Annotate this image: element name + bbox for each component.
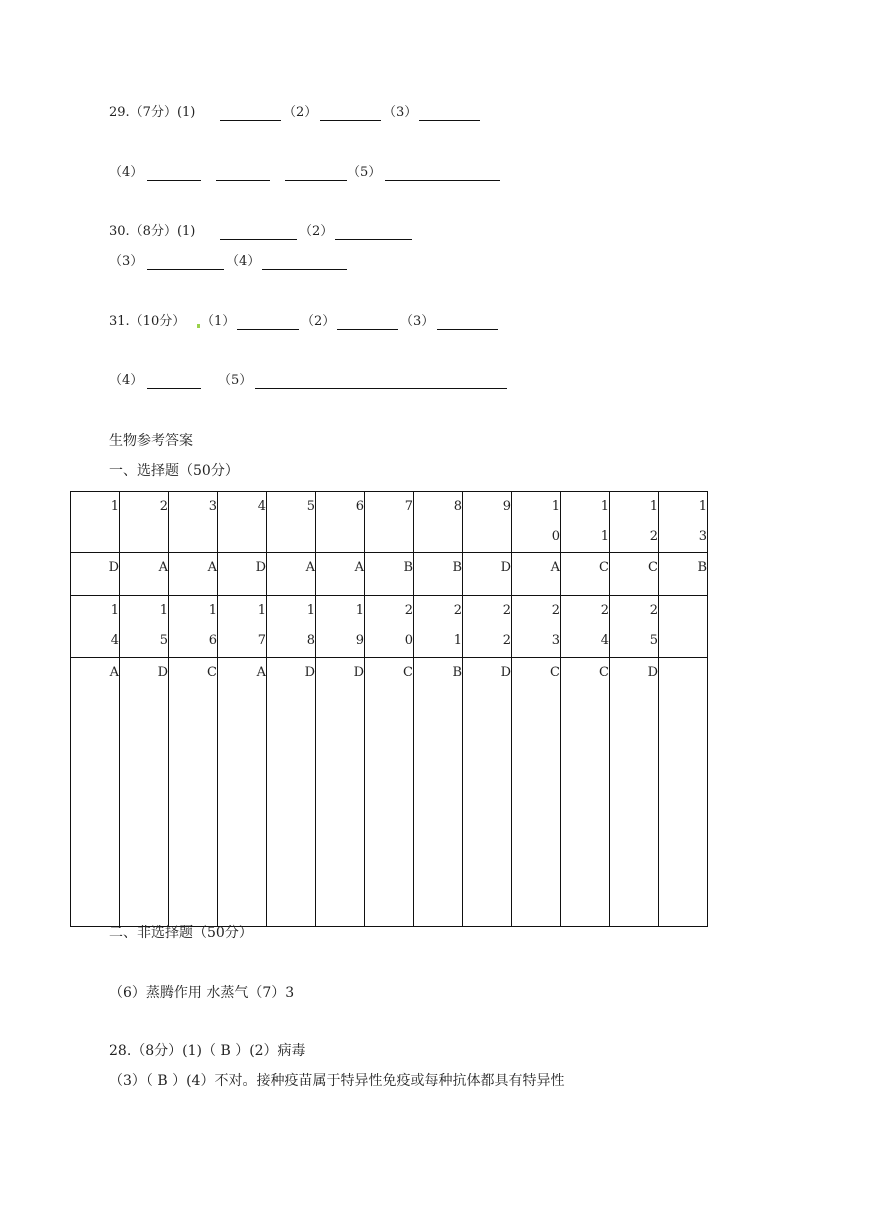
- table-cell: [659, 553, 708, 596]
- table-row: [71, 553, 708, 596]
- cell-text: 0: [404, 633, 413, 648]
- cell-text: B: [403, 560, 413, 575]
- q29-blank-3[interactable]: [419, 120, 480, 121]
- answer-table: [70, 491, 708, 927]
- cell-text: C: [599, 560, 609, 575]
- table-cell: [659, 658, 708, 927]
- cell-text: 4: [257, 499, 266, 514]
- q29-blank-5[interactable]: [385, 180, 500, 181]
- section-1-title: 一、选择题（50分）: [109, 463, 239, 479]
- table-cell: [561, 553, 610, 596]
- cell-text: A: [354, 560, 364, 575]
- q30-blank-3[interactable]: [147, 269, 224, 270]
- table-cell: [561, 596, 610, 658]
- table-cell: [316, 658, 365, 927]
- table-cell: [610, 596, 659, 658]
- table-cell: [71, 553, 120, 596]
- q30-blank-2[interactable]: [335, 239, 412, 240]
- table-cell: [169, 553, 218, 596]
- cell-text: D: [108, 560, 119, 575]
- cell-text: 1: [551, 499, 560, 514]
- cell-text: 2: [453, 603, 462, 618]
- cell-text: 5: [159, 633, 168, 648]
- cell-text: B: [452, 665, 462, 680]
- cell-text: 9: [502, 499, 511, 514]
- cell-text: 2: [649, 603, 658, 618]
- table-cell: [71, 658, 120, 927]
- cell-text: 2: [551, 603, 560, 618]
- table-cell: [463, 658, 512, 927]
- table-cell: [316, 553, 365, 596]
- q31-part-3: （3）: [400, 314, 435, 329]
- q31-blank-3[interactable]: [437, 329, 498, 330]
- table-cell: [463, 492, 512, 553]
- cell-text: 5: [306, 499, 315, 514]
- q31-blank-5[interactable]: [255, 388, 507, 389]
- cell-text: 3: [208, 499, 217, 514]
- cell-text: 2: [502, 633, 511, 648]
- table-cell: [463, 596, 512, 658]
- cell-text: 2: [502, 603, 511, 618]
- table-cell: [512, 553, 561, 596]
- cell-text: 2: [649, 529, 658, 544]
- section-2-title: 二、非选择题（50分）: [109, 925, 253, 941]
- q29-label: 29.（7分）(1): [109, 105, 196, 120]
- cell-text: 6: [208, 633, 217, 648]
- table-cell: [610, 492, 659, 553]
- q30-blank-1[interactable]: [220, 239, 297, 240]
- q31-part-2: （2）: [301, 314, 336, 329]
- cell-text: A: [256, 665, 266, 680]
- cell-text: 0: [551, 529, 560, 544]
- q30-blank-4[interactable]: [262, 269, 347, 270]
- cell-text: D: [157, 665, 168, 680]
- cell-text: 1: [600, 529, 609, 544]
- cell-text: 1: [159, 603, 168, 618]
- table-cell: [218, 492, 267, 553]
- cell-text: 1: [257, 603, 266, 618]
- q30-label: 30.（8分）(1): [109, 224, 196, 239]
- cell-text: 5: [649, 633, 658, 648]
- table-cell: [71, 492, 120, 553]
- cell-text: A: [109, 665, 119, 680]
- q29-blank-4b[interactable]: [216, 180, 270, 181]
- table-cell: [120, 492, 169, 553]
- cell-text: 1: [110, 603, 119, 618]
- table-cell: [267, 492, 316, 553]
- cell-text: 1: [600, 499, 609, 514]
- table-cell: [218, 596, 267, 658]
- table-cell: [120, 553, 169, 596]
- cell-text: 1: [453, 633, 462, 648]
- q29-blank-2[interactable]: [320, 120, 381, 121]
- cell-text: D: [500, 665, 511, 680]
- table-cell: [267, 596, 316, 658]
- q29-blank-1[interactable]: [220, 120, 281, 121]
- cell-text: D: [304, 665, 315, 680]
- q29-part-2: （2）: [283, 105, 318, 120]
- cell-text: 8: [306, 633, 315, 648]
- q31-label: 31.（10分）: [109, 314, 186, 329]
- cell-text: C: [599, 665, 609, 680]
- cell-text: 1: [306, 603, 315, 618]
- q31-part-4: （4）: [109, 373, 144, 388]
- cell-text: 3: [698, 529, 707, 544]
- cell-text: C: [207, 665, 217, 680]
- table-cell: [120, 658, 169, 927]
- table-cell: [169, 658, 218, 927]
- cell-text: B: [697, 560, 707, 575]
- cell-text: 2: [159, 499, 168, 514]
- table-cell: [512, 492, 561, 553]
- table-cell: [414, 596, 463, 658]
- table-cell: [512, 658, 561, 927]
- table-row: [71, 596, 708, 658]
- table-cell: [463, 553, 512, 596]
- table-cell: [267, 658, 316, 927]
- cell-text: C: [550, 665, 560, 680]
- q31-blank-2[interactable]: [337, 329, 398, 330]
- table-cell: [365, 596, 414, 658]
- cell-text: 4: [110, 633, 119, 648]
- cell-text: C: [648, 560, 658, 575]
- q29-blank-4c[interactable]: [285, 180, 347, 181]
- q30-part-2: （2）: [299, 224, 334, 239]
- cell-text: 1: [649, 499, 658, 514]
- table-cell: [512, 596, 561, 658]
- table-row: [71, 658, 708, 927]
- cell-text: 1: [208, 603, 217, 618]
- table-cell: [267, 553, 316, 596]
- q30-part-4: （4）: [226, 254, 261, 269]
- table-cell: [316, 492, 365, 553]
- table-cell: [610, 553, 659, 596]
- q29-blank-4a[interactable]: [147, 180, 201, 181]
- cell-text: D: [647, 665, 658, 680]
- table-cell: [365, 492, 414, 553]
- table-cell: [561, 492, 610, 553]
- table-cell: [365, 658, 414, 927]
- cell-text: 2: [404, 603, 413, 618]
- cell-text: 1: [110, 499, 119, 514]
- table-cell: [169, 596, 218, 658]
- table-cell: [610, 658, 659, 927]
- table-cell: [414, 658, 463, 927]
- cell-text: 1: [698, 499, 707, 514]
- cell-text: A: [158, 560, 168, 575]
- table-cell: [218, 553, 267, 596]
- cell-text: A: [305, 560, 315, 575]
- cell-text: D: [255, 560, 266, 575]
- table-cell: [169, 492, 218, 553]
- cell-text: 1: [355, 603, 364, 618]
- cell-text: 7: [404, 499, 413, 514]
- table-cell: [316, 596, 365, 658]
- table-cell: [120, 596, 169, 658]
- q31-part-5: （5）: [218, 373, 253, 388]
- answer-q28-line1: 28.（8分）(1)（ B ）(2）病毒: [109, 1043, 306, 1059]
- table-cell: [414, 553, 463, 596]
- q31-blank-1[interactable]: [237, 329, 299, 330]
- q29-part-3: （3）: [383, 105, 418, 120]
- q29-part-5: （5）: [347, 165, 382, 180]
- answer-title: 生物参考答案: [109, 433, 193, 449]
- table-cell: [414, 492, 463, 553]
- table-row: [71, 492, 708, 553]
- table-cell: [218, 658, 267, 927]
- table-cell: [659, 492, 708, 553]
- cell-text: D: [353, 665, 364, 680]
- q31-part-1: （1）: [201, 314, 236, 329]
- table-cell: [365, 553, 414, 596]
- q29-part-4: （4）: [109, 165, 144, 180]
- cell-text: 3: [551, 633, 560, 648]
- table-cell: [659, 596, 708, 658]
- answer-q6-q7: （6）蒸腾作用 水蒸气（7）3: [109, 985, 295, 1001]
- cell-text: C: [403, 665, 413, 680]
- cell-text: 8: [453, 499, 462, 514]
- green-mark: [197, 324, 200, 328]
- cell-text: 9: [355, 633, 364, 648]
- table-cell: [561, 658, 610, 927]
- q31-blank-4[interactable]: [147, 388, 201, 389]
- cell-text: B: [452, 560, 462, 575]
- cell-text: 6: [355, 499, 364, 514]
- q30-part-3: （3）: [109, 254, 144, 269]
- cell-text: D: [500, 560, 511, 575]
- cell-text: 7: [257, 633, 266, 648]
- cell-text: A: [207, 560, 217, 575]
- table-cell: [71, 596, 120, 658]
- cell-text: 4: [600, 633, 609, 648]
- cell-text: 2: [600, 603, 609, 618]
- answer-q28-line2: （3）（ B ）(4）不对。接种疫苗属于特异性免疫或每种抗体都具有特异性: [109, 1073, 565, 1089]
- cell-text: A: [550, 560, 560, 575]
